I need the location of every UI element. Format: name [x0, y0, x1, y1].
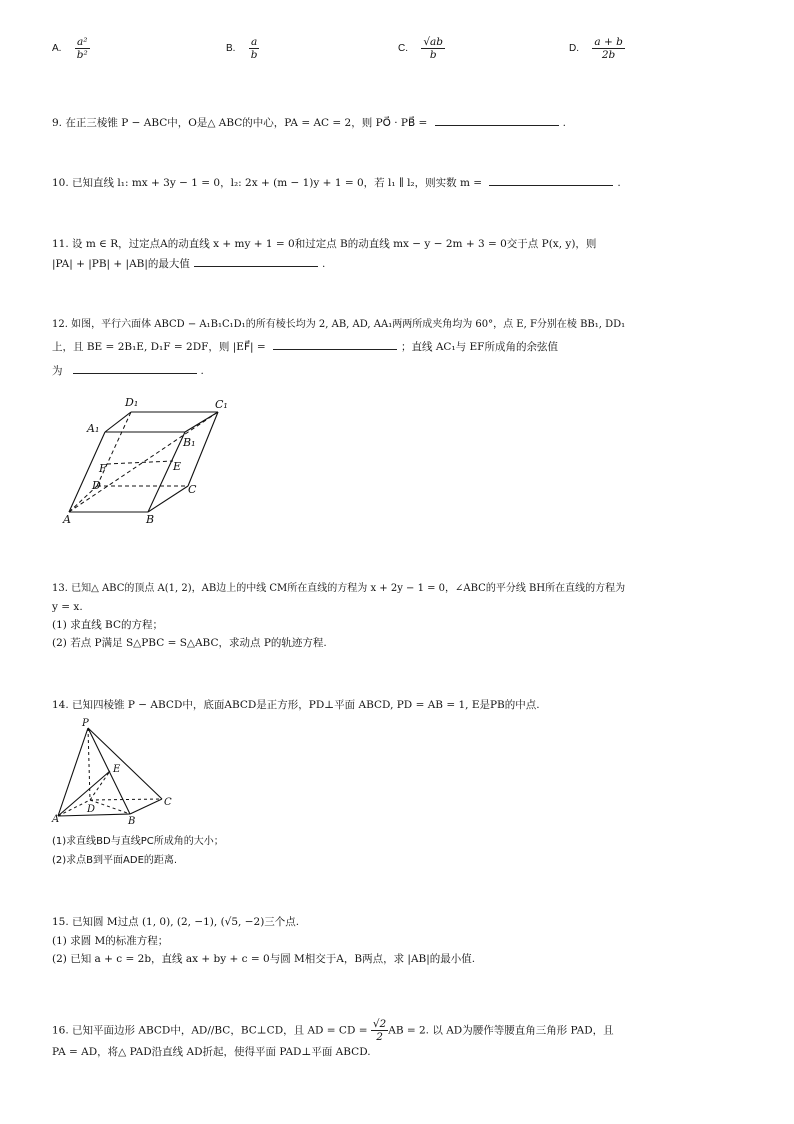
question-12-line3: 为 .	[52, 365, 204, 377]
sqrt2-over-2-fraction: $\frac{√2}{2}$	[372, 1018, 387, 1043]
question-14-sub2: (2)求点B到平面ADE的距离.	[52, 855, 178, 866]
question-14-line1: 14. 已知四棱锥 P − ABCD中，底面ABCD是正方形，PD⊥平面 ABCD, PD = AB = 1, E是PB的中点.	[52, 699, 540, 711]
answer-blank[interactable]	[435, 115, 559, 126]
pyramid-figure	[50, 716, 190, 828]
label-b: B	[146, 513, 155, 526]
question-13-line4: (2) 若点 P满足 S△PBC = S△ABC，求动点 P的轨迹方程.	[52, 637, 327, 649]
edge-pc	[88, 728, 162, 799]
option-b	[226, 36, 260, 61]
question-11-line2: |PA| + |PB| + |AB|的最大值 .	[52, 258, 326, 270]
option-a	[52, 36, 90, 61]
label-d: D	[92, 479, 101, 492]
option-c-fraction: $\frac{√ab}{b}$	[423, 36, 444, 61]
question-13-line1: 13. 已知△ ABC的顶点 A(1, 2)，AB边上的中线 CM所在直线的方程为 x + 2y − 1 = 0，∠ABC的平分线 BH所在直线的方程为	[52, 583, 626, 594]
question-11-line1: 11. 设 m ∈ R，过定点A的动直线 x + my + 1 = 0和过定点 B的动直线 mx − y − 2m + 3 = 0交于点 P(x, y)，则	[52, 238, 597, 250]
answer-blank[interactable]	[273, 339, 397, 350]
edge-b1c1	[185, 412, 218, 432]
question-13-line2: y = x.	[52, 601, 83, 613]
label-d: D	[87, 804, 96, 815]
question-14-sub1: (1)求直线BD与直线PC所成角的大小；	[52, 836, 224, 847]
question-10-text: 10. 已知直线 l₁: mx + 3y − 1 = 0，l₂: 2x + (m − 1)y + 1 = 0，若 l₁ ∥ l₂，则实数 m =	[52, 177, 486, 189]
answer-blank[interactable]	[489, 175, 613, 186]
option-b-fraction: $\frac{a}{b}$	[250, 36, 258, 61]
question-15-line2: (1) 求圆 M的标准方程；	[52, 935, 169, 947]
answer-blank[interactable]	[194, 256, 318, 267]
question-15-line3: (2) 已知 a + c = 2b，直线 ax + by + c = 0与圆 M相交于A，B两点，求 |AB|的最小值.	[52, 953, 476, 965]
option-label: B.	[226, 42, 236, 54]
label-a: A	[63, 513, 71, 526]
option-d	[569, 36, 625, 61]
label-b1: B₁	[183, 436, 196, 449]
edge-pb	[88, 728, 130, 814]
question-16-line2: PA = AD，将△ PAD沿直线 AD折起，使得平面 PAD⊥平面 ABCD.	[52, 1046, 371, 1058]
question-9-text: 9. 在正三棱锥 P − ABC中，O是△ ABC的中心，PA = AC = 2，则 PO⃗ · PB⃗ =	[52, 117, 431, 129]
option-c	[398, 36, 445, 61]
label-c: C	[164, 797, 172, 808]
label-b: B	[128, 816, 136, 827]
option-label: C.	[398, 42, 408, 54]
answer-blank[interactable]	[73, 363, 197, 374]
question-15-line1: 15. 已知圆 M过点 (1, 0), (2, −1), (√5, −2)三个点.	[52, 916, 300, 928]
question-12-line2: 上，且 BE = 2B₁E, D₁F = 2DF，则 |EF⃗| = ；直线 AC₁与 EF所成角的余弦值	[52, 341, 558, 353]
question-10: 10. 已知直线 l₁: mx + 3y − 1 = 0，l₂: 2x + (m − 1)y + 1 = 0，若 l₁ ∥ l₂，则实数 m = .	[52, 177, 621, 189]
label-p: P	[82, 718, 89, 729]
question-9: 9. 在正三棱锥 P − ABC中，O是△ ABC的中心，PA = AC = 2，则 PO⃗ · PB⃗ = .	[52, 117, 566, 129]
label-e: E	[173, 460, 182, 473]
label-a: A	[52, 814, 60, 825]
question-12-line1: 12. 如图，平行六面体 ABCD − A₁B₁C₁D₁的所有棱长均为 2, AB, AD, AA₁两两所成夹角均为 60°，点 E, F分别在棱 BB₁, DD₁	[52, 319, 626, 330]
option-a-fraction: $\frac{\text{a²}}{\text{b²}}$	[76, 36, 88, 61]
edge-bc	[130, 799, 162, 814]
edge-dc-hidden	[90, 799, 162, 800]
edge-a1d1	[105, 412, 131, 432]
label-a1: A₁	[87, 422, 100, 435]
label-c: C	[188, 483, 197, 496]
label-c1: C₁	[215, 398, 228, 411]
edge-cc1	[188, 412, 218, 486]
question-13-line3: (1) 求直线 BC的方程；	[52, 619, 163, 631]
option-label: D.	[569, 42, 579, 54]
option-d-fraction: $\frac{a + b}{2b}$	[594, 36, 623, 61]
segment-fe	[107, 461, 173, 464]
question-16-line1: 16. 已知平面边形 ABCD中，AD//BC，BC⊥CD，且 AD = CD = $\frac{√2}{2}$ AB = 2. 以 AD为腰作等腰直角三角形 PAD，且	[52, 1018, 614, 1043]
label-d1: D₁	[125, 396, 139, 409]
label-e: E	[113, 764, 121, 775]
parallelepiped-figure	[55, 392, 245, 532]
label-f: F	[99, 462, 107, 475]
option-label: A.	[52, 42, 62, 54]
